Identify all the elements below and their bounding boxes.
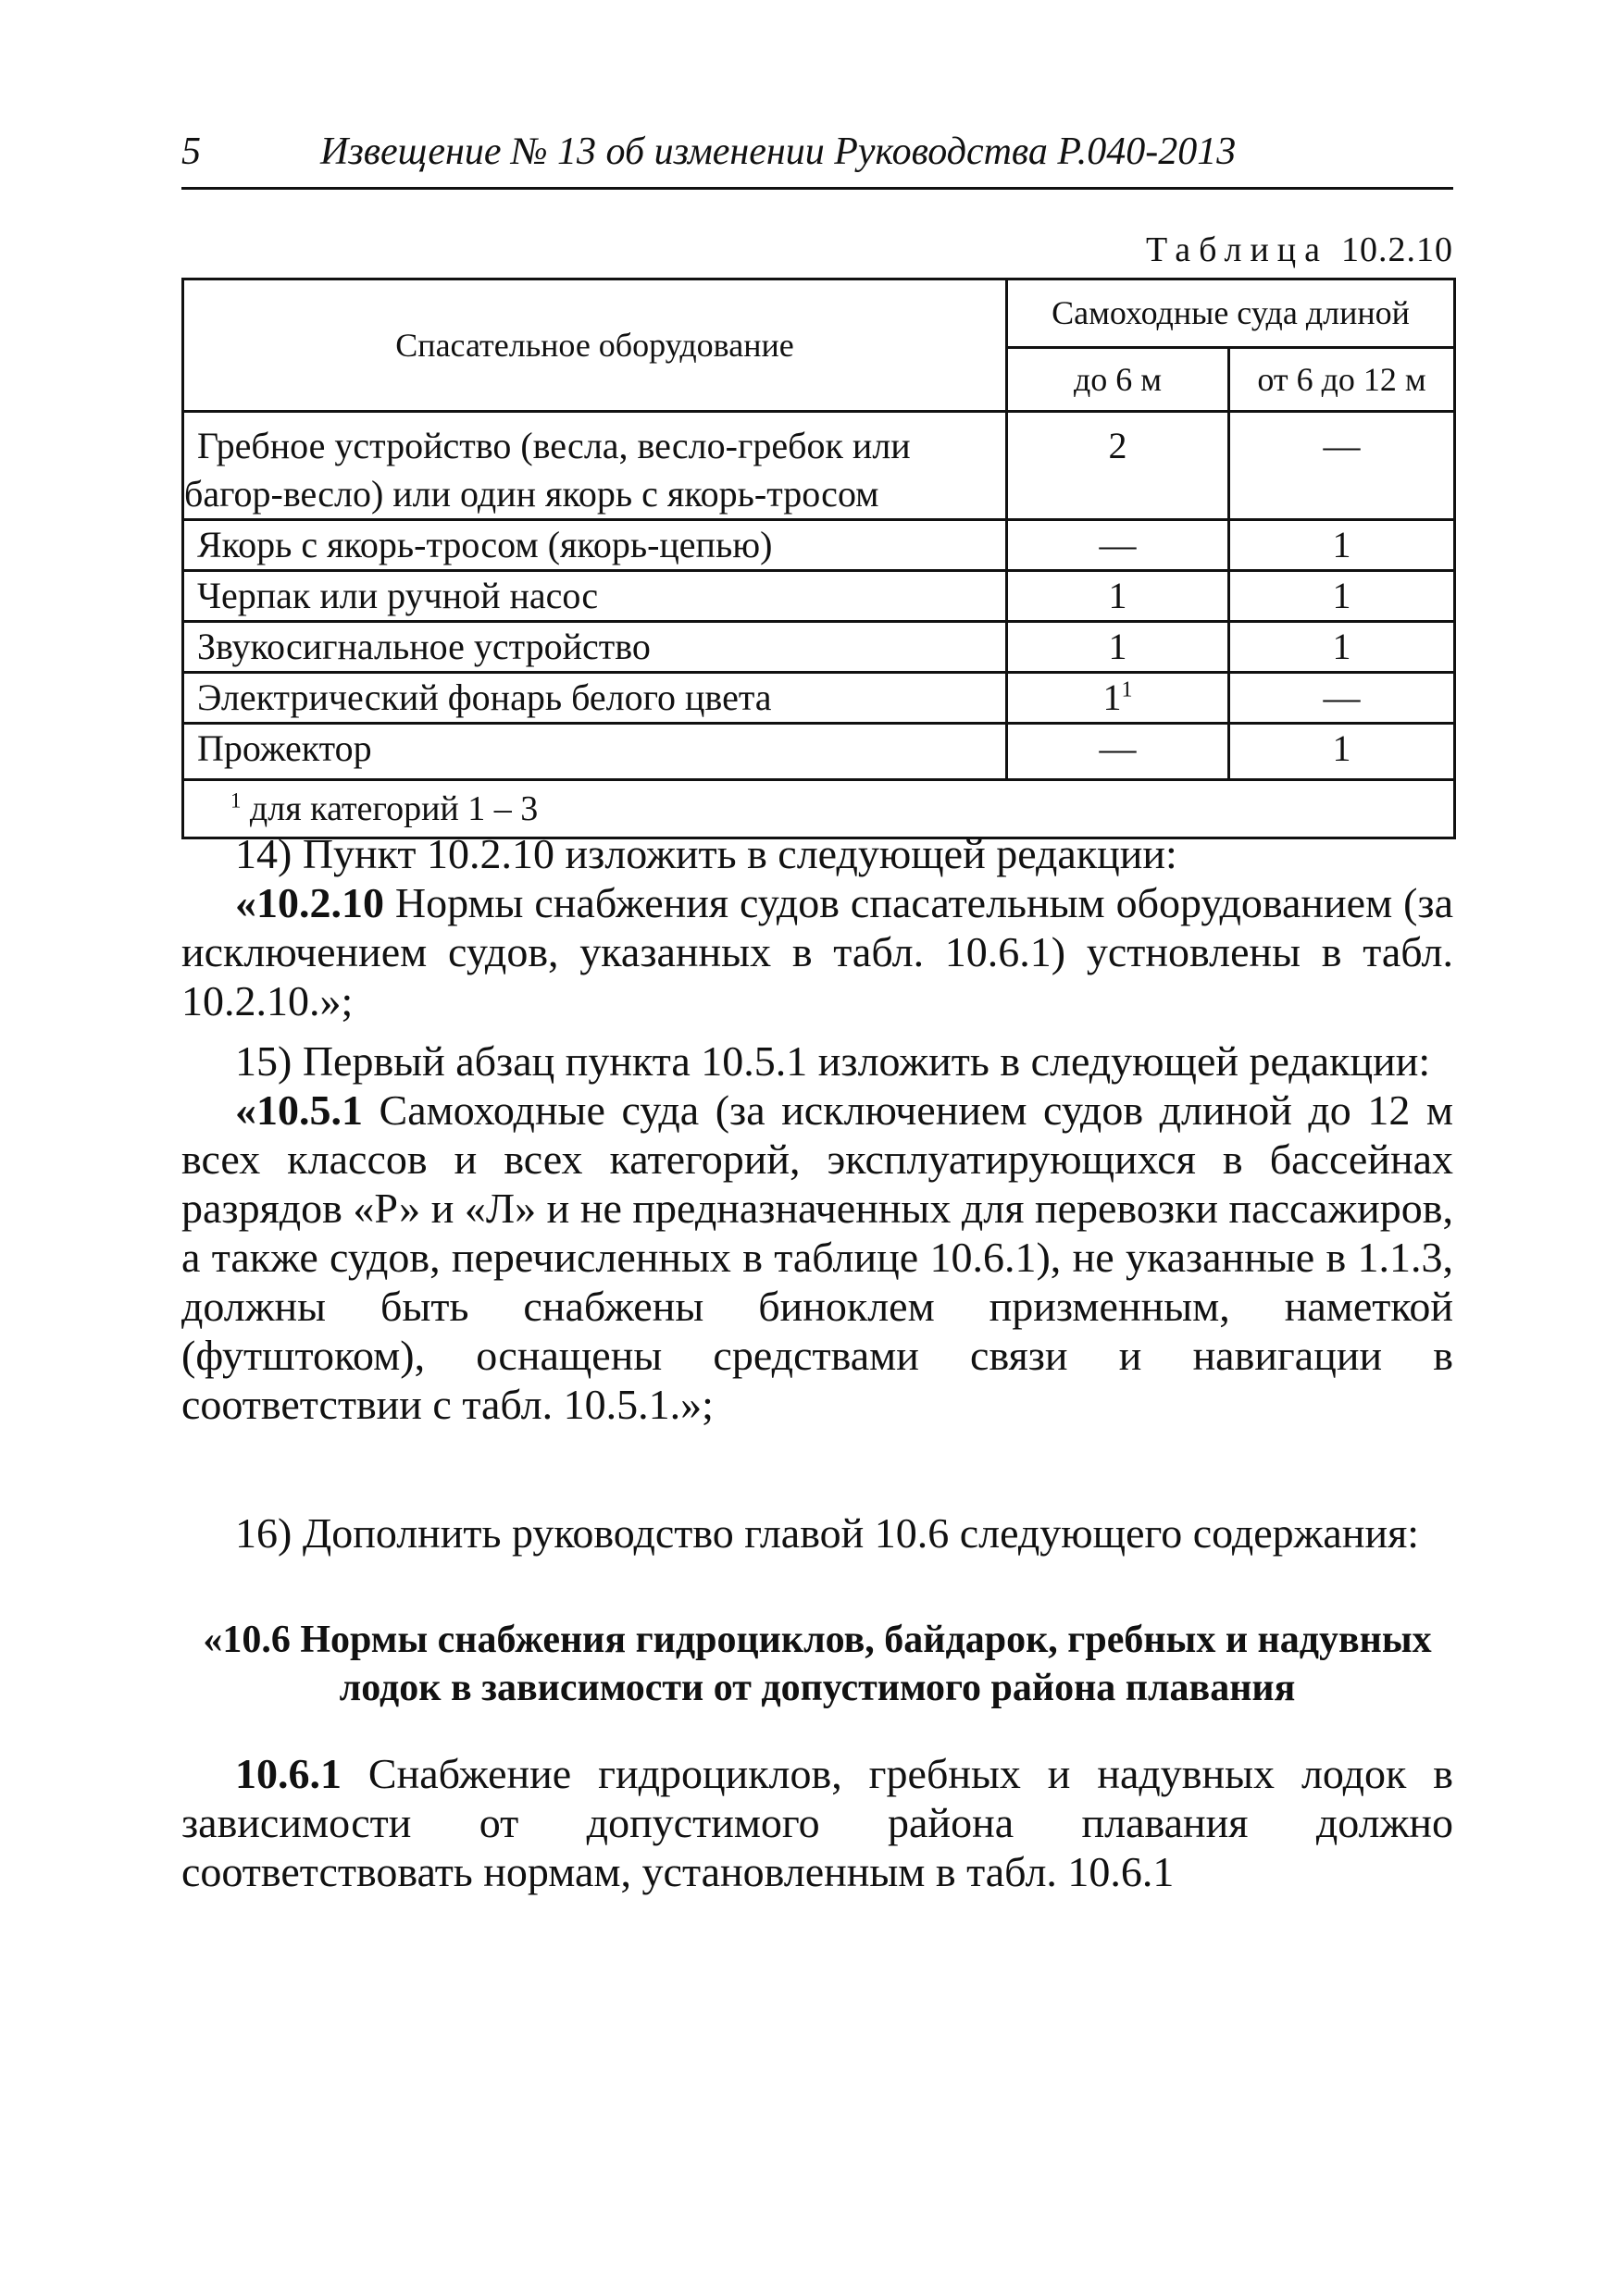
table-row	[183, 724, 1455, 780]
row-value-a	[1007, 673, 1229, 724]
paragraph-15: 15) Первый абзац пункта 10.5.1 изложить в следующей редакции:	[235, 1037, 1431, 1085]
clause-number: «10.5.1	[235, 1086, 363, 1134]
paragraph-14: 14) Пункт 10.2.10 изложить в следующей редакции:	[235, 830, 1177, 877]
table-row	[183, 520, 1455, 571]
row-value-a-text: 1	[1102, 676, 1122, 718]
row-item-line: багор-весло) или один якорь с якорь-тросом	[184, 473, 879, 515]
page-number: 5	[181, 130, 201, 173]
clause-text: Снабжение гидроциклов, гребных и надувных лодок в зависимости от допустимого района плавания должно соответствовать нормам, установленным в табл. 10.6.1	[181, 1750, 1453, 1895]
heading-line: «10.6 Нормы снабжения гидроциклов, байдарок, гребных и надувных	[203, 1619, 1432, 1661]
column-header-group: Самоходные суда длиной	[1007, 279, 1455, 348]
amendment-16	[181, 1508, 1453, 1558]
row-value-a: 1	[1007, 571, 1229, 622]
clause-number: «10.2.10	[235, 879, 384, 926]
clause-text: Нормы снабжения судов спасательным оборудованием (за исключением судов, указанных в табл. 10.6.1) устновлены в табл. 10.2.10.»;	[181, 879, 1453, 1024]
row-item: Якорь с якорь-тросом (якорь-цепью)	[183, 520, 1007, 571]
column-header-up-to-6m: до 6 м	[1007, 347, 1229, 412]
row-value-a: —	[1007, 724, 1229, 780]
row-value-a: 1	[1007, 622, 1229, 673]
row-value-a: 2	[1007, 412, 1229, 520]
clause-text: Самоходные суда (за исключением судов длиной до 12 м всех классов и всех категорий, эксплуатирующихся в бассейнах разрядов «Р» и «Л» и не предназначенных для перевозки пассажиров, а также судов, перечисленных в таблице 10.6.1), не указанные в 1.1.3, должны быть снабжены биноклем призменным, наметкой (футштоком), оснащены средствами связи и навигации в соответствии с табл. 10.5.1.»;	[181, 1086, 1453, 1428]
column-header-equipment: Спасательное оборудование	[183, 279, 1007, 412]
paragraph-16: 16) Дополнить руководство главой 10.6 следующего содержания:	[235, 1509, 1420, 1557]
row-item-line: Гребное устройство (весла, весло-гребок или	[197, 425, 911, 466]
row-value-b: —	[1229, 412, 1455, 520]
row-item: Прожектор	[183, 724, 1007, 780]
clause-number: 10.6.1	[235, 1750, 342, 1797]
row-value-b: 1	[1229, 571, 1455, 622]
footnote-ref: 1	[1121, 677, 1133, 702]
row-value-b: 1	[1229, 520, 1455, 571]
table-row	[183, 622, 1455, 673]
section-10-6-1	[181, 1749, 1453, 1896]
table-row	[183, 673, 1455, 724]
footnote-text: для категорий 1 – 3	[241, 789, 539, 828]
heading-line: лодок в зависимости от допустимого района плавания	[339, 1667, 1296, 1709]
paragraph-14-quote	[181, 878, 1453, 1025]
row-item: Черпак или ручной насос	[183, 571, 1007, 622]
footnote-mark: 1	[230, 788, 242, 813]
section-heading	[181, 1616, 1453, 1712]
amendment-15	[181, 1036, 1453, 1429]
paragraph-10-6-1	[181, 1749, 1453, 1896]
page-header	[181, 130, 1453, 190]
paragraph-15-quote	[181, 1086, 1453, 1429]
row-value-a: —	[1007, 520, 1229, 571]
row-item	[183, 412, 1007, 520]
table-caption	[1146, 230, 1453, 270]
amendment-14	[181, 829, 1453, 1025]
table-caption-word: Таблица	[1145, 230, 1328, 269]
row-value-b: 1	[1229, 622, 1455, 673]
table-row	[183, 571, 1455, 622]
equipment-table	[181, 278, 1456, 839]
table-row	[183, 412, 1455, 520]
table-caption-number: 10.2.10	[1341, 230, 1453, 269]
row-value-b: 1	[1229, 724, 1455, 780]
row-item: Электрический фонарь белого цвета	[183, 673, 1007, 724]
row-value-b: —	[1229, 673, 1455, 724]
row-item: Звукосигнальное устройство	[183, 622, 1007, 673]
running-title: Извещение № 13 об изменении Руководства Р.040-2013	[320, 130, 1237, 173]
column-header-6-to-12m: от 6 до 12 м	[1229, 347, 1455, 412]
